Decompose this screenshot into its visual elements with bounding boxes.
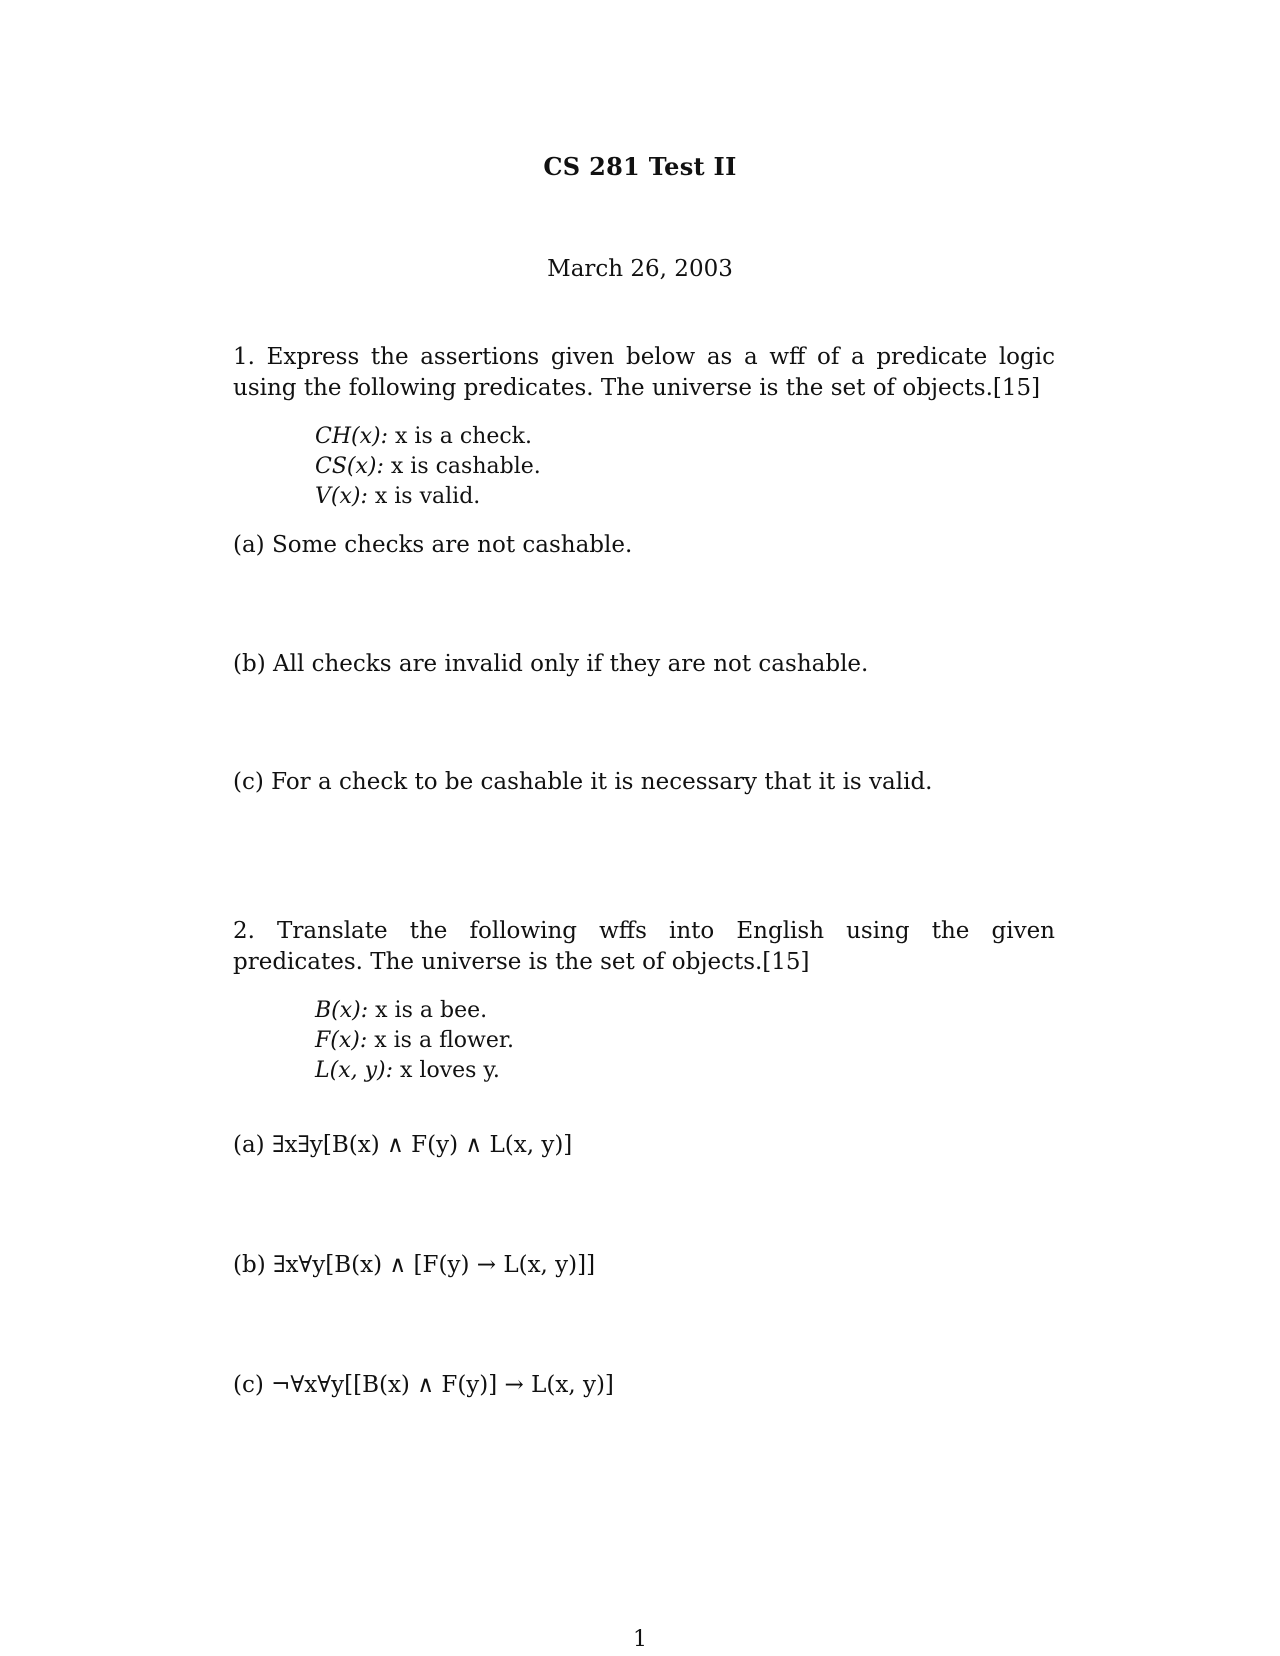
question-1-part-a: (a) Some checks are not cashable. xyxy=(233,532,633,558)
predicate-symbol: L(x, y): xyxy=(315,1058,394,1083)
question-1-part-b: (b) All checks are invalid only if they are not cashable. xyxy=(233,651,869,677)
predicate-definition xyxy=(315,422,541,452)
predicate-symbol: CS(x): xyxy=(315,454,384,479)
predicate-meaning: x is a check. xyxy=(395,424,532,449)
question-2-part-a-formula: (a) ∃x∃y[B(x) ∧ F(y) ∧ L(x, y)] xyxy=(233,1132,573,1158)
predicate-definition xyxy=(315,1056,514,1086)
predicate-meaning: x is cashable. xyxy=(390,454,541,479)
predicate-definition xyxy=(315,482,541,512)
predicate-symbol: F(x): xyxy=(315,1028,368,1053)
page-number: 1 xyxy=(633,1627,647,1652)
predicate-definition xyxy=(315,452,541,482)
question-1-part-c: (c) For a check to be cashable it is necessary that it is valid. xyxy=(233,769,933,795)
question-2-part-c-formula: (c) ¬∀x∀y[[B(x) ∧ F(y)] → L(x, y)] xyxy=(233,1372,614,1398)
question-2-predicate-list xyxy=(315,996,514,1086)
predicate-meaning: x is a flower. xyxy=(374,1028,514,1053)
question-2-prompt: 2. Translate the following wffs into English using the given predicates. The universe is the set of objects.[15] xyxy=(233,918,1055,975)
predicate-meaning: x loves y. xyxy=(400,1058,500,1083)
predicate-definition xyxy=(315,1026,514,1056)
document-title: CS 281 Test II xyxy=(543,152,737,181)
predicate-symbol: V(x): xyxy=(315,484,368,509)
question-1-prompt: 1. Express the assertions given below as a wff of a predicate logic using the following predicates. The universe is the set of objects.[15] xyxy=(233,344,1055,401)
question-1-predicate-list xyxy=(315,422,541,512)
predicate-meaning: x is a bee. xyxy=(375,998,488,1023)
predicate-meaning: x is valid. xyxy=(374,484,481,509)
question-2-part-b-formula: (b) ∃x∀y[B(x) ∧ [F(y) → L(x, y)]] xyxy=(233,1252,596,1278)
predicate-definition xyxy=(315,996,514,1026)
predicate-symbol: CH(x): xyxy=(315,424,389,449)
document-date: March 26, 2003 xyxy=(547,256,733,282)
predicate-symbol: B(x): xyxy=(315,998,369,1023)
